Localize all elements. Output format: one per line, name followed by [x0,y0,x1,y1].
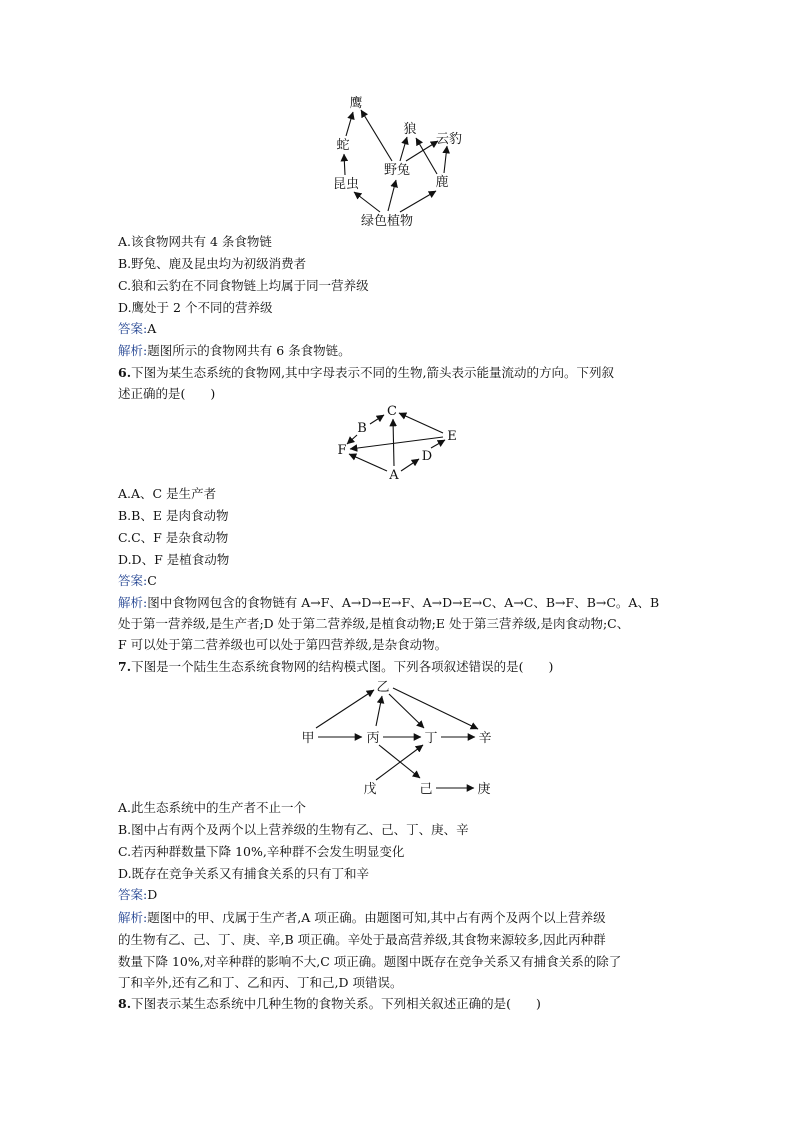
q5-node-deer: 鹿 [435,175,449,190]
analysis-text: 题图中的甲、戊属于生产者,A 项正确。由题图可知,其中占有两个及两个以上营养级 [147,910,606,925]
answer-value: D [147,887,158,902]
q7-node-yi: 乙 [376,680,390,695]
q7-node-ding: 丁 [424,731,438,746]
answer-value: C [147,573,157,588]
q5-node-insect: 昆虫 [332,177,360,192]
q6-analysis-line-3: F 可以处于第二营养级也可以处于第四营养级,是杂食动物。 [118,637,448,652]
q5-option-b: B.野兔、鹿及昆虫均为初级消费者 [118,256,307,271]
q7-answer [118,886,157,903]
q6-option-a: A.A、C 是生产者 [118,486,217,501]
q7-option-d: D.既存在竞争关系又有捕食关系的只有丁和辛 [118,866,370,881]
answer-label: 答案: [118,321,148,336]
q7-option-a: A.此生态系统中的生产者不止一个 [118,800,307,815]
q6-option-c: C.C、F 是杂食动物 [118,530,229,545]
q6-analysis-line-1 [118,594,659,611]
q6-stem-line-1 [118,364,614,381]
q6-stem-text: 下图为某生态系统的食物网,其中字母表示不同的生物,箭头表示能量流动的方向。下列叙 [131,365,615,380]
q5-node-plant: 绿色植物 [360,214,414,229]
q5-analysis [118,342,351,359]
q7-analysis-line-2: 的生物有乙、己、丁、庚、辛,B 项正确。辛处于最高营养级,其食物来源较多,因此丙种群 [118,932,606,947]
q7-node-bing: 丙 [366,731,380,746]
q5-node-leopard: 云豹 [435,132,463,147]
q6-node-d: D [421,449,433,464]
question-number: 6. [118,365,132,380]
q5-node-wolf: 狼 [403,122,417,137]
answer-label: 答案: [118,887,148,902]
q5-option-d: D.鹰处于 2 个不同的营养级 [118,300,273,315]
q7-analysis-line-3: 数量下降 10%,对辛种群的影响不大,C 项正确。题图中既存在竞争关系又有捕食关系的除了 [118,954,622,969]
q7-node-ji: 己 [419,782,433,797]
q6-option-d: D.D、F 是植食动物 [118,552,230,567]
q7-stem-text: 下图是一个陆生生态系统食物网的结构模式图。下列各项叙述错误的是( ) [131,659,554,674]
q5-node-rabbit: 野兔 [383,163,411,178]
question-number: 8. [118,996,132,1011]
q7-option-c: C.若丙种群数量下降 10%,辛种群不会发生明显变化 [118,844,405,859]
analysis-text: 题图所示的食物网共有 6 条食物链。 [147,343,351,358]
q6-node-b: B [357,421,367,436]
q6-analysis-line-2: 处于第一营养级,是生产者;D 处于第二营养级,是植食动物;E 处于第三营养级,是肉食动物;C、 [118,616,630,631]
q7-analysis-line-1 [118,909,606,926]
q6-food-web-diagram [330,400,465,488]
q7-node-xin: 辛 [478,731,492,746]
analysis-label: 解析: [118,910,148,925]
analysis-text: 图中食物网包含的食物链有 A→F、A→D→E→F、A→D→E→C、A→C、B→F、B→C。A、B [147,595,660,610]
q6-node-f: F [337,443,347,458]
q6-stem-line-2: 述正确的是( ) [118,386,216,401]
q5-answer [118,320,156,337]
q6-node-c: C [387,404,397,419]
q7-food-web-diagram [296,676,496,801]
q6-node-e: E [447,429,457,444]
q7-analysis-line-4: 丁和辛外,还有乙和丁、乙和丙、丁和己,D 项错误。 [118,975,403,990]
q8-stem-text: 下图表示某生态系统中几种生物的食物关系。下列相关叙述正确的是( ) [131,996,541,1011]
analysis-label: 解析: [118,343,148,358]
q7-option-b: B.图中占有两个及两个以上营养级的生物有乙、己、丁、庚、辛 [118,822,469,837]
answer-label: 答案: [118,573,148,588]
q5-node-hawk: 鹰 [349,96,363,111]
q7-stem [118,658,553,675]
q6-answer [118,572,157,589]
analysis-label: 解析: [118,595,148,610]
q6-node-a: A [389,468,399,483]
question-number: 7. [118,659,132,674]
q8-stem [118,995,541,1012]
q7-node-geng: 庚 [477,782,491,797]
q5-node-snake: 蛇 [336,138,350,153]
q6-option-b: B.B、E 是肉食动物 [118,508,229,523]
q5-option-a: A.该食物网共有 4 条食物链 [118,234,272,249]
q5-option-c: C.狼和云豹在不同食物链上均属于同一营养级 [118,278,369,293]
answer-value: A [147,321,157,336]
q7-node-jia: 甲 [301,731,315,746]
q5-food-web-diagram [320,88,480,233]
q7-node-wu: 戊 [363,782,377,797]
